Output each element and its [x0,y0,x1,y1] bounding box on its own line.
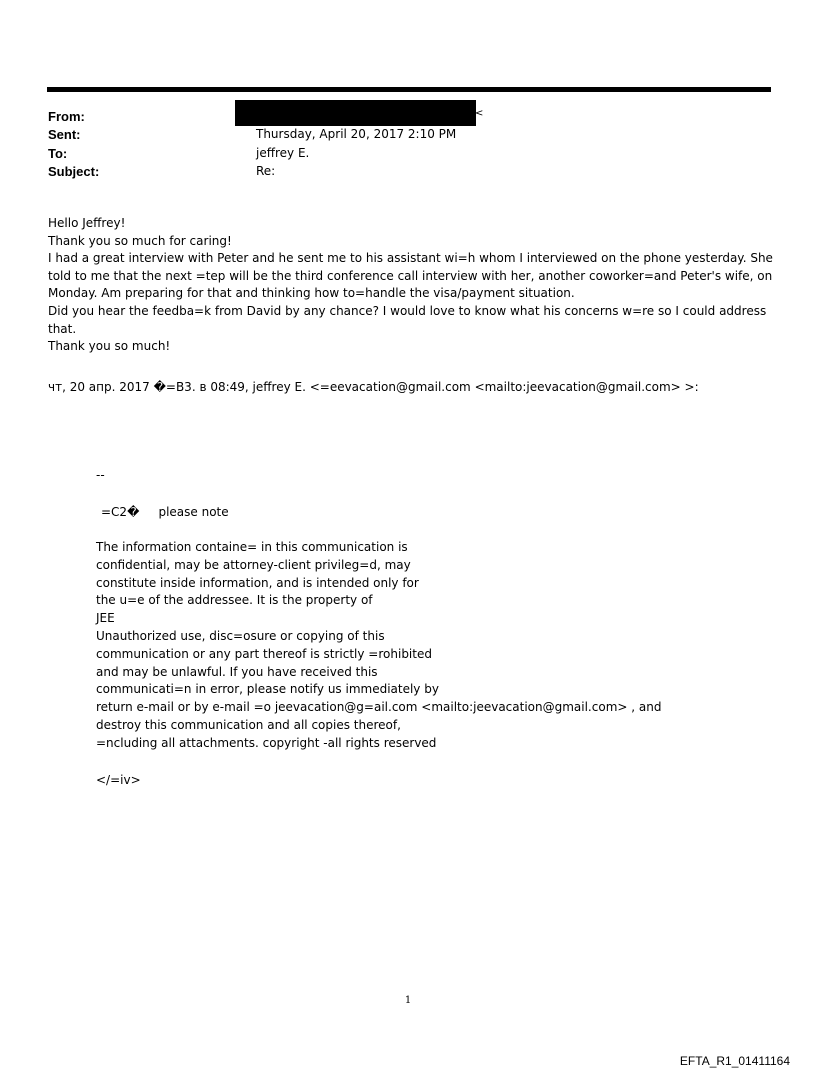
disclaimer-block [96,539,696,753]
to-label: To: [48,146,68,161]
disclaimer-line: confidential, may be attorney-client privileg=d, may [96,557,411,572]
disclaimer-line: communicati=n in error, please notify us immediately by [96,682,439,697]
disclaimer-line: Unauthorized use, disc=osure or copying of this [96,628,385,643]
body-paragraph: Did you hear the feedba=k from David by any chance? I would love to know what his concerns w=re so I could address that. [48,303,767,336]
quoted-header: чт, 20 апр. 2017 �=B3. в 08:49, jeffrey E. <=eevacation@gmail.com <mailto:jeevacation@gmail.com> >: [48,380,699,394]
subject-label: Subject: [48,164,100,179]
from-label: From: [48,109,85,124]
signature-separator: -- [96,468,105,482]
greeting-line: Hello Jeffrey! [48,216,126,230]
to-value: jeffrey E. [256,146,310,160]
sent-label: Sent: [48,127,81,142]
body-paragraph: I had a great interview with Peter and he sent me to his assistant wi=h whom I interviewed on the phone yesterday. She told to me that the next =tep will be the third conference call interview with her, another coworker=and Peter's wife, on Monday. Am preparing for that and thinking how to=handle the visa/payment situation. [48,251,773,301]
disclaimer-line: return e-mail or by e-mail =o jeevacation@g=ail.com <mailto:jeevacation@gmail.com> , and [96,700,662,715]
header-divider [47,87,771,92]
disclaimer-line: constitute inside information, and is intended only for [96,575,419,590]
disclaimer-line: the u=e of the addressee. It is the property of [96,593,373,608]
disclaimer-line: JEE [96,611,115,626]
signature-note: =C2� please note [101,505,229,519]
email-body [48,215,776,356]
disclaimer-line: =ncluding all attachments. copyright -all rights reserved [96,735,437,750]
redaction-artifact: < [475,108,484,119]
subject-value: Re: [256,164,276,178]
page-number: 1 [404,995,412,1006]
document-id: EFTA_R1_01411164 [679,1054,790,1068]
closing-line: Thank you so much! [48,339,171,354]
disclaimer-line: communication or any part thereof is strictly =rohibited [96,646,432,661]
disclaimer-line: The information containe= in this communication is [96,540,408,554]
body-line: Thank you so much for caring! [48,233,232,248]
closing-tag: </=iv> [96,773,141,787]
redaction-box [235,100,476,126]
disclaimer-line: and may be unlawful. If you have received this [96,664,378,679]
sent-value: Thursday, April 20, 2017 2:10 PM [256,127,457,141]
disclaimer-line: destroy this communication and all copies thereof, [96,717,401,732]
